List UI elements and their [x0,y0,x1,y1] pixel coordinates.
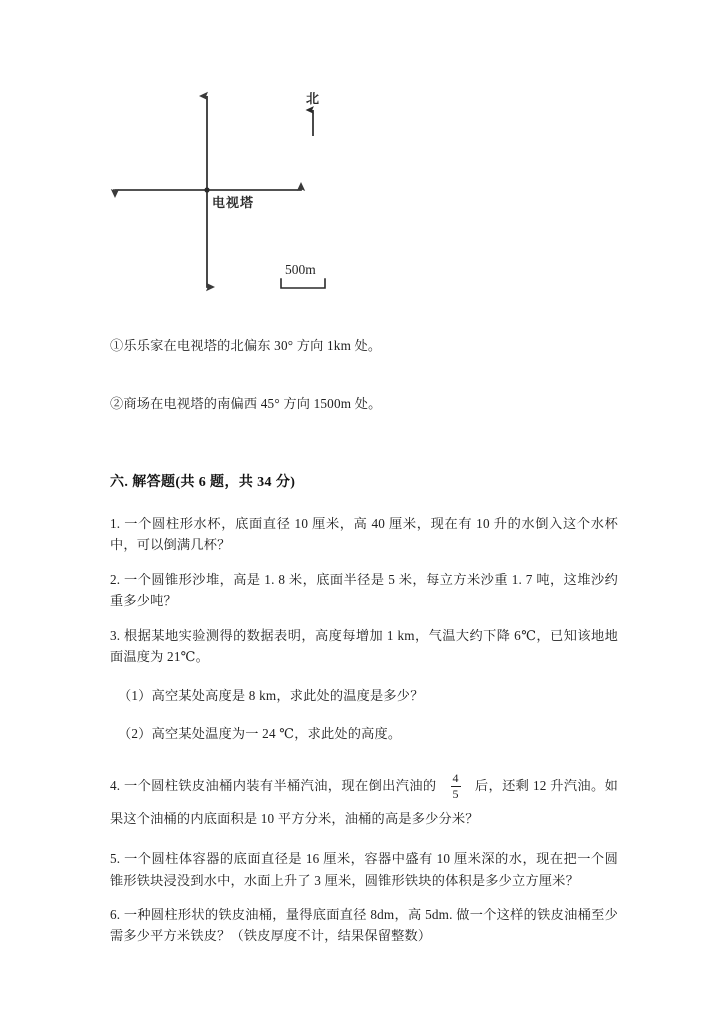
tv-tower-label: 电视塔 [212,196,255,211]
fraction-numerator: 4 [452,770,459,785]
problem-4-text-after: 后，还剩 12 升汽油。如果这个油桶的内底面积是 10 平方分米，油桶的高是多少分米？ [110,778,618,826]
problem-4 [110,770,618,835]
tower-center-dot [204,187,209,192]
fraction-denominator: 5 [452,786,459,801]
problem-2: 2. 一个圆锥形沙堆，高是 1. 8 米，底面半径是 5 米，每立方米沙重 1. 7 吨，这堆沙约重多少吨？ [110,571,618,609]
statement-1: ①乐乐家在电视塔的北偏东 30° 方向 1km 处。 [110,338,382,353]
worksheet-body [110,336,618,960]
scale-bar [281,279,325,288]
problem-4-text-before: 4. 一个圆柱铁皮油桶内装有半桶汽油，现在倒出汽油的 [110,778,437,794]
direction-figure [0,0,720,320]
problem-list [110,513,618,947]
scale-bar-label: 500m [285,262,316,277]
north-label: 北 [306,92,320,107]
section-heading: 六. 解答题(共 6 题，共 34 分) [110,474,296,490]
problem-1: 1. 一个圆柱形水杯，底面直径 10 厘米，高 40 厘米，现在有 10 升的水倒入这个水杯中，可以倒满几杯？ [110,515,618,553]
figure-svg [0,0,720,320]
problem-6: 6. 一种圆柱形状的铁皮油桶，量得底面直径 8dm，高 5dm. 做一个这样的铁皮油桶至少需多少平方米铁皮？（铁皮厚度不计，结果保留整数） [110,907,618,944]
problem-5: 5. 一个圆柱体容器的底面直径是 16 厘米，容器中盛有 10 厘米深的水，现在把一个圆锥形铁块浸没到水中，水面上升了 3 厘米，圆锥形铁块的体积是多少立方厘米？ [110,851,618,888]
statement-2: ②商场在电视塔的南偏西 45° 方向 1500m 处。 [110,396,382,412]
problem-3-sub-1: （1）高空某处高度是 8 km，求此处的温度是多少？ [118,687,424,703]
fraction-four-fifths [451,772,461,801]
problem-3-sub-2: （2）高空某处温度为一 24 ℃，求此处的高度。 [118,725,402,741]
problem-3: 3. 根据某地实验测得的数据表明，高度每增加 1 km，气温大约下降 6℃，已知该地地面温度为 21℃。 [110,627,618,665]
